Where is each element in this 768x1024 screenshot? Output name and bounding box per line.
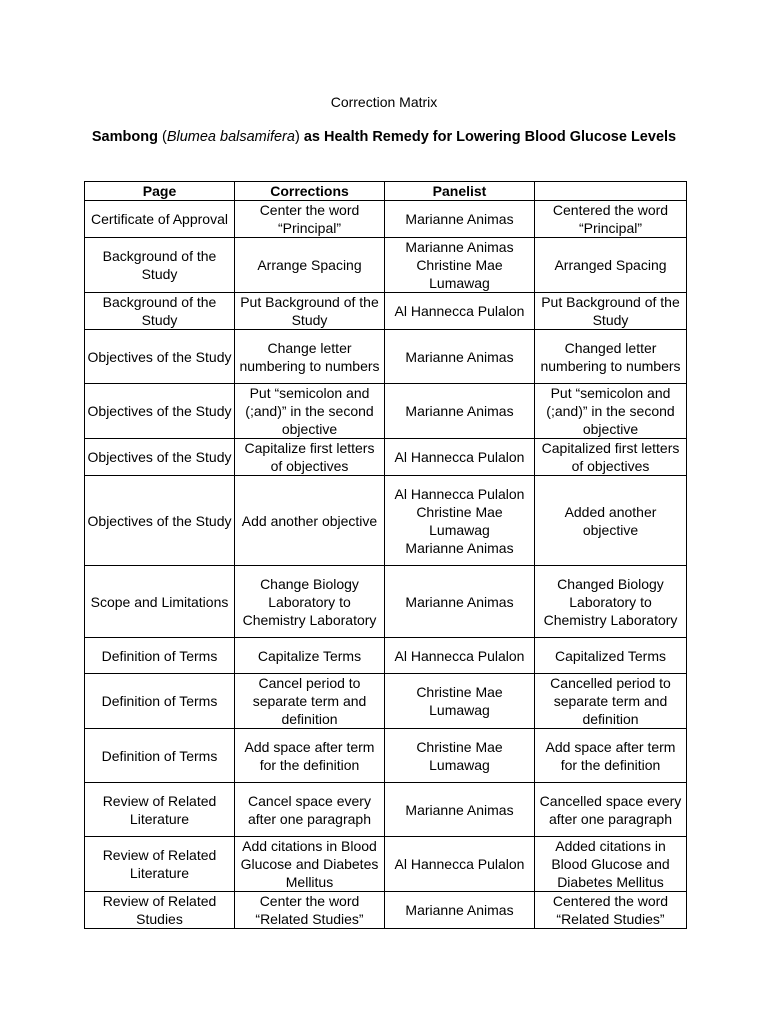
table-row	[85, 837, 687, 892]
header-page: Page	[85, 182, 235, 201]
table-row	[85, 783, 687, 837]
row-correction-cell: Cancel space every after one paragraph	[235, 783, 385, 837]
row-panelist-cell: Christine Mae Lumawag	[385, 674, 535, 729]
row-panelist-cell: Al Hannecca Pulalon	[385, 439, 535, 476]
row-panelist-cell: Marianne Animas	[385, 384, 535, 439]
document-heading: Correction Matrix	[330, 94, 438, 110]
row-page-cell: Objectives of the Study	[85, 439, 235, 476]
row-correction-cell: Capitalize Terms	[235, 638, 385, 674]
row-panelist-cell: Christine Mae Lumawag	[385, 729, 535, 783]
table-row	[85, 439, 687, 476]
row-action-cell: Centered the word “Principal”	[535, 201, 687, 238]
row-page-cell: Definition of Terms	[85, 674, 235, 729]
table-row	[85, 476, 687, 566]
row-page-cell: Review of Related Studies	[85, 892, 235, 929]
row-action-cell: Add space after term for the definition	[535, 729, 687, 783]
row-panelist-cell: Al Hannecca Pulalon Christine Mae Lumawag Marianne Animas	[385, 476, 535, 566]
row-page-cell: Background of the Study	[85, 293, 235, 330]
row-correction-cell: Add space after term for the definition	[235, 729, 385, 783]
row-page-cell: Review of Related Literature	[85, 783, 235, 837]
table-row	[85, 892, 687, 929]
table-row	[85, 638, 687, 674]
row-action-cell: Centered the word “Related Studies”	[535, 892, 687, 929]
row-action-cell: Added citations in Blood Glucose and Diabetes Mellitus	[535, 837, 687, 892]
row-correction-cell: Put “semicolon and (;and)” in the second objective	[235, 384, 385, 439]
table-row	[85, 238, 687, 293]
table-row	[85, 674, 687, 729]
header-panelist: Panelist	[385, 182, 535, 201]
row-action-cell: Added another objective	[535, 476, 687, 566]
row-correction-cell: Put Background of the Study	[235, 293, 385, 330]
row-panelist-cell: Marianne Animas	[385, 566, 535, 638]
table-header-row	[85, 182, 687, 201]
row-action-cell: Capitalized Terms	[535, 638, 687, 674]
row-page-cell: Definition of Terms	[85, 729, 235, 783]
row-action-cell: Changed Biology Laboratory to Chemistry Laboratory	[535, 566, 687, 638]
header-action	[535, 182, 687, 201]
table-row	[85, 566, 687, 638]
row-correction-cell: Center the word “Principal”	[235, 201, 385, 238]
row-page-cell: Certificate of Approval	[85, 201, 235, 238]
row-panelist-cell: Marianne Animas	[385, 892, 535, 929]
row-panelist-cell: Marianne Animas	[385, 201, 535, 238]
row-action-cell: Arranged Spacing	[535, 238, 687, 293]
title-scientific-name: Blumea balsamifera	[166, 129, 295, 145]
row-page-cell: Review of Related Literature	[85, 837, 235, 892]
row-page-cell: Objectives of the Study	[85, 384, 235, 439]
row-correction-cell: Add another objective	[235, 476, 385, 566]
title-rest: as Health Remedy for Lowering Blood Glucose Levels	[299, 129, 677, 145]
row-correction-cell: Capitalize first letters of objectives	[235, 439, 385, 476]
row-correction-cell: Center the word “Related Studies”	[235, 892, 385, 929]
row-panelist-cell: Marianne Animas Christine Mae Lumawag	[385, 238, 535, 293]
row-page-cell: Scope and Limitations	[85, 566, 235, 638]
row-correction-cell: Add citations in Blood Glucose and Diabetes Mellitus	[235, 837, 385, 892]
row-page-cell: Definition of Terms	[85, 638, 235, 674]
row-panelist-cell: Marianne Animas	[385, 330, 535, 384]
header-corrections: Corrections	[235, 182, 385, 201]
document-title	[84, 127, 684, 147]
row-panelist-cell: Al Hannecca Pulalon	[385, 293, 535, 330]
table-row	[85, 729, 687, 783]
table-row	[85, 293, 687, 330]
row-correction-cell: Arrange Spacing	[235, 238, 385, 293]
title-paren-close: )	[294, 129, 300, 145]
row-page-cell: Background of the Study	[85, 238, 235, 293]
row-action-cell: Cancelled space every after one paragraph	[535, 783, 687, 837]
row-correction-cell: Cancel period to separate term and definition	[235, 674, 385, 729]
row-panelist-cell: Marianne Animas	[385, 783, 535, 837]
row-panelist-cell: Al Hannecca Pulalon	[385, 638, 535, 674]
row-action-cell: Changed letter numbering to numbers	[535, 330, 687, 384]
row-action-cell: Put Background of the Study	[535, 293, 687, 330]
row-panelist-cell: Al Hannecca Pulalon	[385, 837, 535, 892]
row-page-cell: Objectives of the Study	[85, 330, 235, 384]
row-action-cell: Cancelled period to separate term and definition	[535, 674, 687, 729]
title-paren-open: (	[157, 129, 167, 145]
row-action-cell: Capitalized first letters of objectives	[535, 439, 687, 476]
table-row	[85, 384, 687, 439]
row-action-cell: Put “semicolon and (;and)” in the second objective	[535, 384, 687, 439]
table-row	[85, 201, 687, 238]
table-row	[85, 330, 687, 384]
row-page-cell: Objectives of the Study	[85, 476, 235, 566]
title-common-name: Sambong	[91, 129, 158, 145]
table-body	[85, 201, 687, 929]
row-correction-cell: Change Biology Laboratory to Chemistry Laboratory	[235, 566, 385, 638]
row-correction-cell: Change letter numbering to numbers	[235, 330, 385, 384]
correction-matrix-table	[84, 181, 687, 929]
